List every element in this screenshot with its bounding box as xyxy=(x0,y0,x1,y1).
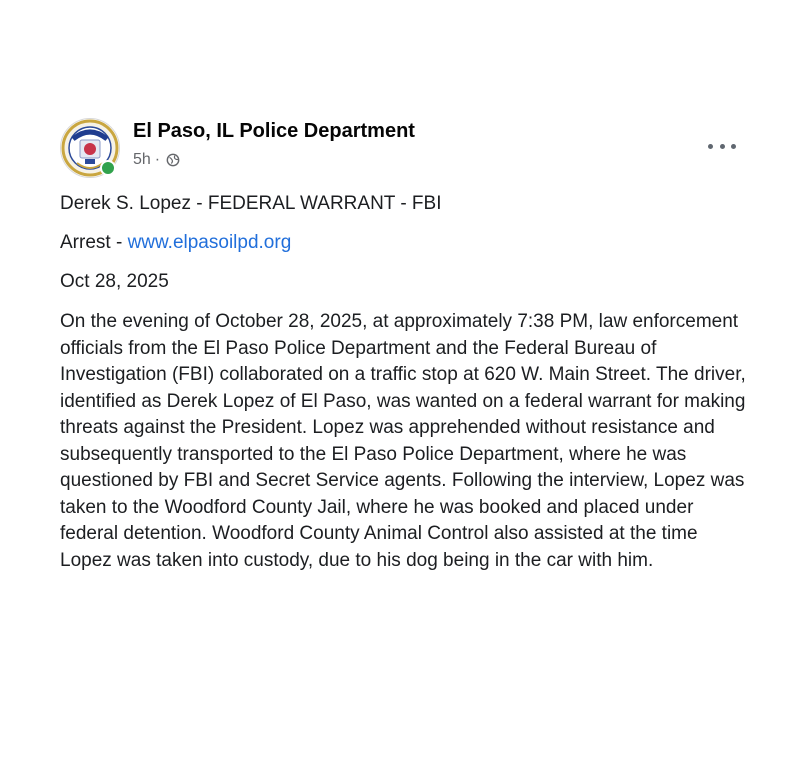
more-options-button[interactable] xyxy=(708,138,736,154)
post-header xyxy=(60,112,750,182)
post-body: On the evening of October 28, 2025, at approximately 7:38 PM, law enforcement officials from the El Paso Police Department and the Federal Bureau of Investigation (FBI) collaborated on a traffic stop at 620 W. Main Street. The driver, identified as Derek Lopez of El Paso, was wanted on a federal warrant for making threats against the President. Lopez was apprehended without resistance and subsequently transported to the El Paso Police Department, where he was questioned by FBI and Secret Service agents. Following the interview, Lopez was taken to the Woodford County Jail, where he was booked and placed under federal detention. Woodford County Animal Control also assisted at the time Lopez was taken into custody, due to his dog being in the car with him. xyxy=(60,311,746,571)
online-status-dot xyxy=(100,160,116,176)
post-date: Oct 28, 2025 xyxy=(60,271,169,292)
meta-separator: · xyxy=(154,151,161,168)
post-meta xyxy=(133,151,180,169)
arrest-line xyxy=(60,231,750,255)
post-time[interactable]: 5h xyxy=(133,151,151,168)
facebook-post xyxy=(60,112,750,589)
page-avatar[interactable] xyxy=(60,118,120,178)
arrest-link[interactable]: www.elpasoilpd.org xyxy=(127,232,292,253)
more-horizontal-icon xyxy=(708,144,713,149)
page-name[interactable]: El Paso, IL Police Department xyxy=(133,120,415,142)
post-headline: Derek S. Lopez - FEDERAL WARRANT - FBI xyxy=(60,193,442,214)
globe-icon[interactable] xyxy=(166,153,180,167)
arrest-prefix: Arrest - xyxy=(60,232,128,253)
post-content xyxy=(60,192,750,574)
